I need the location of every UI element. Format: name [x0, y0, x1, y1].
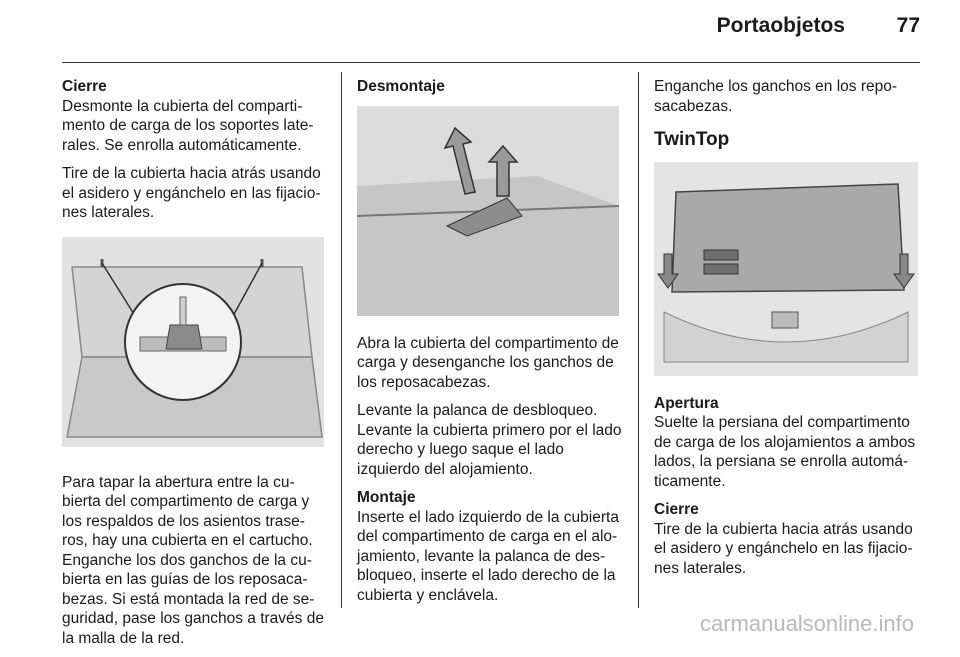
text-levante: Levante la palanca de desbloqueo. Levante la cubierta primero por el lado derecho y luego saque el lado izquierdo del alojamiento. — [357, 402, 622, 478]
text-abra: Abra la cubierta del compartimento de carga y desenganche los ganchos de los reposacabezas. — [357, 334, 619, 391]
text-enganche: Enganche los ganchos en los repo- sacabezas. — [654, 78, 897, 115]
paragraph-montaje — [357, 488, 622, 605]
heading-cierre-2: Cierre — [654, 501, 699, 518]
cargo-cover-figure — [62, 237, 324, 447]
column-1 — [62, 77, 327, 657]
header-rule — [62, 62, 920, 63]
heading-montaje: Montaje — [357, 489, 416, 506]
watermark: carmanualsonline.info — [699, 611, 914, 636]
twintop-figure — [654, 162, 918, 376]
column-divider-1 — [341, 72, 342, 608]
text-tire: Tire de la cubierta hacia atrás usando el asidero y engánchelo en las fijacio- nes laterales. — [62, 165, 321, 221]
text-suelte: Suelte la persiana del compartimento de carga de los alojamientos a ambos lados, la persiana se enrolla automá- ticamente. — [654, 414, 916, 490]
heading-apertura: Apertura — [654, 394, 719, 412]
text-tire-2: Tire de la cubierta hacia atrás usando el asidero y engánchelo en las fijacio- nes laterales. — [654, 520, 913, 577]
heading-cierre: Cierre — [62, 78, 107, 95]
removal-figure — [357, 106, 619, 316]
column-2 — [357, 77, 622, 614]
text-inserte: Inserte el lado izquierdo de la cubierta del compartimento de carga en el alo- jamiento, levante la palanca de des- bloqueo, inserte el lado derecho de la cubierta y enclávela. — [357, 508, 619, 604]
text-para-tapar: Para tapar la abertura entre la cu- bierta del compartimento de carga y los respaldos de los asientos trase- ros, hay una cubierta en el cartucho. Enganche los dos ganchos de la cu- bierta en las guías de los reposaca- bezas. Si está montada la red de se- guridad, pase los ganchos a través de la malla de la red. — [62, 473, 324, 647]
page-title: Portaobjetos — [716, 14, 845, 37]
column-divider-2 — [638, 72, 639, 608]
heading-desmontaje: Desmontaje — [357, 78, 445, 95]
paragraph-cierre-2 — [654, 500, 920, 578]
page-number: 77 — [896, 14, 920, 37]
column-3 — [654, 77, 920, 587]
heading-twintop: TwinTop — [654, 129, 730, 150]
paragraph-apertura — [654, 394, 920, 492]
paragraph-cierre — [62, 77, 327, 155]
text-desmonte: Desmonte la cubierta del comparti- mento de carga de los soportes late- rales. Se enrolla automáticamente. — [62, 97, 314, 154]
